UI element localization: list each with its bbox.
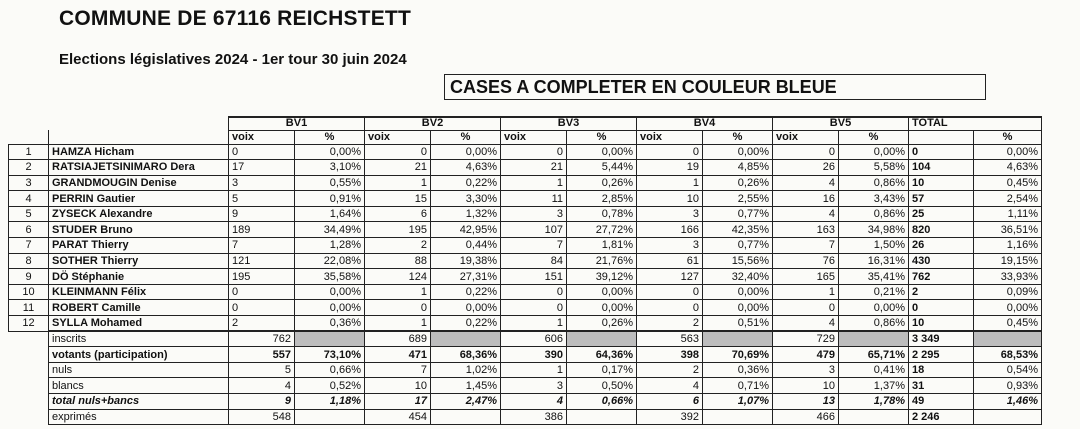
voix-header: voix: [365, 130, 431, 144]
summary-total-pct: 68,53%: [974, 347, 1042, 363]
page-title: COMMUNE DE 67116 REICHSTETT: [59, 7, 411, 30]
summary-votes: 17: [365, 394, 431, 410]
votes-cell: 76: [773, 253, 839, 269]
candidate-number: 7: [9, 238, 49, 254]
pct-cell: 0,86%: [839, 316, 909, 332]
pct-cell: 1,28%: [295, 238, 365, 254]
votes-cell: 21: [501, 160, 567, 176]
candidate-name: DÖ Stéphanie: [49, 269, 229, 285]
pct-cell: 32,40%: [703, 269, 773, 285]
candidate-name: STUDER Bruno: [49, 222, 229, 238]
table-row: [9, 300, 1042, 316]
summary-votes: 13: [773, 394, 839, 410]
votes-cell: 0: [229, 300, 295, 316]
bureau-header: BV1: [229, 117, 365, 130]
summary-total-pct: 0,93%: [974, 378, 1042, 394]
votes-cell: 84: [501, 253, 567, 269]
total-header: TOTAL: [909, 117, 1042, 130]
pct-cell: 5,58%: [839, 160, 909, 176]
summary-pct: 0,66%: [295, 362, 365, 378]
pct-cell: 2,85%: [567, 191, 637, 207]
total-votes-cell: 430: [909, 253, 974, 269]
summary-label: exprimés: [49, 409, 229, 425]
candidate-number: 3: [9, 175, 49, 191]
votes-cell: 2: [637, 316, 703, 332]
pct-header: %: [839, 130, 909, 144]
blank-cell: [9, 394, 49, 410]
votes-cell: 195: [365, 222, 431, 238]
summary-votes: 466: [773, 409, 839, 425]
votes-cell: 0: [773, 300, 839, 316]
pct-cell: 35,58%: [295, 269, 365, 285]
table-row: [9, 269, 1042, 285]
pct-cell: 0,00%: [839, 300, 909, 316]
pct-cell: 0,22%: [431, 284, 501, 300]
summary-votes: 7: [365, 362, 431, 378]
blank-cell: [9, 409, 49, 425]
pct-cell: 0,51%: [703, 316, 773, 332]
votes-cell: 7: [229, 238, 295, 254]
summary-total-votes: 2 295: [909, 347, 974, 363]
summary-votes: 386: [501, 409, 567, 425]
summary-total-votes: 49: [909, 394, 974, 410]
votes-cell: 15: [365, 191, 431, 207]
summary-pct: 68,36%: [431, 347, 501, 363]
blank-cell: [9, 347, 49, 363]
bureau-header: BV4: [637, 117, 773, 130]
pct-cell: 0,26%: [567, 175, 637, 191]
pct-cell: 5,44%: [567, 160, 637, 176]
total-votes-cell: 0: [909, 300, 974, 316]
candidate-name: RATSIAJETSINIMARO Dera: [49, 160, 229, 176]
total-pct-cell: 0,45%: [974, 175, 1042, 191]
total-pct-cell: 1,11%: [974, 206, 1042, 222]
votes-cell: 4: [773, 316, 839, 332]
total-votes-cell: 57: [909, 191, 974, 207]
votes-cell: 0: [501, 300, 567, 316]
votes-cell: 7: [773, 238, 839, 254]
votes-cell: 1: [773, 284, 839, 300]
pct-cell: 0,00%: [295, 300, 365, 316]
total-pct-cell: 0,09%: [974, 284, 1042, 300]
voix-header: [909, 130, 974, 144]
candidate-name: KLEINMANN Félix: [49, 284, 229, 300]
votes-cell: 0: [365, 300, 431, 316]
summary-pct: 0,66%: [567, 394, 637, 410]
blank-cell: [49, 130, 229, 144]
votes-cell: 61: [637, 253, 703, 269]
table-row: [9, 206, 1042, 222]
votes-cell: 1: [365, 284, 431, 300]
pct-cell: 1,81%: [567, 238, 637, 254]
pct-cell: 0,77%: [703, 238, 773, 254]
summary-votes: 606: [501, 331, 567, 347]
votes-cell: 0: [637, 300, 703, 316]
summary-votes: 3: [773, 362, 839, 378]
table-row: [9, 160, 1042, 176]
summary-votes: 4: [637, 378, 703, 394]
pct-cell: 42,35%: [703, 222, 773, 238]
votes-cell: 0: [501, 144, 567, 160]
votes-cell: 107: [501, 222, 567, 238]
pct-cell: 0,22%: [431, 316, 501, 332]
total-pct-cell: 0,45%: [974, 316, 1042, 332]
summary-votes: 10: [365, 378, 431, 394]
votes-cell: 195: [229, 269, 295, 285]
pct-cell: 0,00%: [431, 144, 501, 160]
summary-pct: 1,45%: [431, 378, 501, 394]
summary-votes: 6: [637, 394, 703, 410]
total-votes-cell: 2: [909, 284, 974, 300]
pct-cell: 1,50%: [839, 238, 909, 254]
summary-votes: 4: [501, 394, 567, 410]
table-row: [9, 253, 1042, 269]
summary-pct: 70,69%: [703, 347, 773, 363]
total-pct-cell: 36,51%: [974, 222, 1042, 238]
summary-votes: 471: [365, 347, 431, 363]
summary-votes: 9: [229, 394, 295, 410]
pct-cell: 16,31%: [839, 253, 909, 269]
blank-cell: [9, 331, 49, 347]
summary-row: [9, 378, 1042, 394]
candidate-number: 9: [9, 269, 49, 285]
pct-cell: 0,21%: [839, 284, 909, 300]
candidate-number: 6: [9, 222, 49, 238]
votes-cell: 121: [229, 253, 295, 269]
votes-cell: 1: [501, 175, 567, 191]
table-row: [9, 222, 1042, 238]
votes-cell: 19: [637, 160, 703, 176]
pct-cell: 0,55%: [295, 175, 365, 191]
pct-cell: 0,00%: [839, 144, 909, 160]
votes-cell: 1: [365, 316, 431, 332]
summary-pct: 0,17%: [567, 362, 637, 378]
candidate-number: 11: [9, 300, 49, 316]
pct-cell: 1,64%: [295, 206, 365, 222]
total-pct-cell: 1,16%: [974, 238, 1042, 254]
votes-cell: 0: [365, 144, 431, 160]
summary-pct: 2,47%: [431, 394, 501, 410]
summary-total-votes: 31: [909, 378, 974, 394]
pct-cell: 1,32%: [431, 206, 501, 222]
total-votes-cell: 10: [909, 316, 974, 332]
pct-cell: 0,77%: [703, 206, 773, 222]
votes-cell: 3: [229, 175, 295, 191]
total-pct-cell: 4,63%: [974, 160, 1042, 176]
pct-header: %: [431, 130, 501, 144]
pct-cell: 0,86%: [839, 175, 909, 191]
pct-cell: 35,41%: [839, 269, 909, 285]
pct-cell: 0,26%: [703, 175, 773, 191]
pct-cell: 39,12%: [567, 269, 637, 285]
voix-header: voix: [637, 130, 703, 144]
pct-cell: 3,10%: [295, 160, 365, 176]
summary-total-pct: [974, 331, 1042, 347]
summary-pct: 1,37%: [839, 378, 909, 394]
summary-pct: 64,36%: [567, 347, 637, 363]
candidate-number: 10: [9, 284, 49, 300]
votes-cell: 21: [365, 160, 431, 176]
table-row: [9, 316, 1042, 332]
pct-cell: 2,55%: [703, 191, 773, 207]
voix-header: voix: [501, 130, 567, 144]
summary-pct: [431, 409, 501, 425]
votes-cell: 26: [773, 160, 839, 176]
summary-pct: [295, 331, 365, 347]
summary-pct: [295, 409, 365, 425]
votes-cell: 151: [501, 269, 567, 285]
candidate-name: PERRIN Gautier: [49, 191, 229, 207]
votes-cell: 163: [773, 222, 839, 238]
votes-cell: 4: [773, 206, 839, 222]
summary-pct: [839, 331, 909, 347]
summary-row: [9, 394, 1042, 410]
candidate-number: 4: [9, 191, 49, 207]
pct-cell: 27,72%: [567, 222, 637, 238]
summary-total-votes: 3 349: [909, 331, 974, 347]
summary-label: blancs: [49, 378, 229, 394]
table-row: [9, 238, 1042, 254]
total-votes-cell: 762: [909, 269, 974, 285]
summary-votes: 557: [229, 347, 295, 363]
summary-votes: 1: [501, 362, 567, 378]
pct-cell: 21,76%: [567, 253, 637, 269]
pct-cell: 42,95%: [431, 222, 501, 238]
summary-votes: 10: [773, 378, 839, 394]
votes-cell: 1: [365, 175, 431, 191]
summary-votes: 2: [637, 362, 703, 378]
pct-cell: 0,36%: [295, 316, 365, 332]
summary-total-pct: 0,54%: [974, 362, 1042, 378]
pct-cell: 4,63%: [431, 160, 501, 176]
total-pct-cell: 19,15%: [974, 253, 1042, 269]
votes-cell: 16: [773, 191, 839, 207]
pct-cell: 0,44%: [431, 238, 501, 254]
votes-cell: 0: [229, 284, 295, 300]
summary-total-votes: 18: [909, 362, 974, 378]
bureau-header: BV5: [773, 117, 909, 130]
pct-cell: 3,30%: [431, 191, 501, 207]
table-row: [9, 284, 1042, 300]
summary-votes: 479: [773, 347, 839, 363]
pct-header: %: [567, 130, 637, 144]
votes-cell: 0: [501, 284, 567, 300]
total-pct-cell: 2,54%: [974, 191, 1042, 207]
blank-cell: [9, 130, 49, 144]
pct-cell: 27,31%: [431, 269, 501, 285]
summary-votes: 729: [773, 331, 839, 347]
summary-row: [9, 331, 1042, 347]
election-subtitle: Elections législatives 2024 - 1er tour 30 juin 2024: [59, 51, 407, 68]
total-pct-cell: 33,93%: [974, 269, 1042, 285]
summary-pct: 73,10%: [295, 347, 365, 363]
total-pct-cell: 0,00%: [974, 144, 1042, 160]
summary-label: total nuls+bancs: [49, 394, 229, 410]
pct-cell: 0,00%: [295, 144, 365, 160]
voix-header: voix: [229, 130, 295, 144]
votes-cell: 4: [773, 175, 839, 191]
votes-cell: 0: [637, 284, 703, 300]
summary-votes: 762: [229, 331, 295, 347]
blank-cell: [9, 362, 49, 378]
summary-pct: 1,02%: [431, 362, 501, 378]
table-row: [9, 144, 1042, 160]
votes-cell: 0: [773, 144, 839, 160]
blank-cell: [49, 117, 229, 130]
summary-total-pct: 1,46%: [974, 394, 1042, 410]
summary-pct: 1,18%: [295, 394, 365, 410]
bureau-header: BV3: [501, 117, 637, 130]
summary-pct: [567, 331, 637, 347]
candidate-name: SYLLA Mohamed: [49, 316, 229, 332]
candidate-name: SOTHER Thierry: [49, 253, 229, 269]
candidate-number: 8: [9, 253, 49, 269]
pct-cell: 0,00%: [431, 300, 501, 316]
candidate-name: HAMZA Hicham: [49, 144, 229, 160]
summary-pct: [703, 331, 773, 347]
pct-cell: 0,00%: [567, 284, 637, 300]
summary-votes: 390: [501, 347, 567, 363]
summary-total-votes: 2 246: [909, 409, 974, 425]
votes-cell: 88: [365, 253, 431, 269]
pct-cell: 0,00%: [703, 284, 773, 300]
table-row: [9, 175, 1042, 191]
summary-pct: 0,50%: [567, 378, 637, 394]
pct-cell: 19,38%: [431, 253, 501, 269]
votes-cell: 6: [365, 206, 431, 222]
summary-row: [9, 362, 1042, 378]
summary-votes: 563: [637, 331, 703, 347]
blank-cell: [9, 117, 49, 130]
votes-cell: 166: [637, 222, 703, 238]
summary-pct: 0,71%: [703, 378, 773, 394]
summary-votes: 454: [365, 409, 431, 425]
pct-cell: 15,56%: [703, 253, 773, 269]
votes-cell: 9: [229, 206, 295, 222]
candidate-number: 2: [9, 160, 49, 176]
summary-pct: 0,52%: [295, 378, 365, 394]
total-votes-cell: 25: [909, 206, 974, 222]
total-votes-cell: 104: [909, 160, 974, 176]
pct-cell: 0,00%: [567, 300, 637, 316]
summary-pct: 1,78%: [839, 394, 909, 410]
votes-cell: 189: [229, 222, 295, 238]
summary-votes: 392: [637, 409, 703, 425]
summary-votes: 398: [637, 347, 703, 363]
summary-votes: 548: [229, 409, 295, 425]
results-table: [8, 116, 1042, 425]
voix-header: voix: [773, 130, 839, 144]
pct-cell: 0,00%: [703, 144, 773, 160]
votes-cell: 5: [229, 191, 295, 207]
summary-pct: 0,41%: [839, 362, 909, 378]
pct-cell: 0,00%: [567, 144, 637, 160]
summary-label: inscrits: [49, 331, 229, 347]
pct-header: %: [703, 130, 773, 144]
total-votes-cell: 0: [909, 144, 974, 160]
votes-cell: 17: [229, 160, 295, 176]
summary-pct: [703, 409, 773, 425]
total-votes-cell: 820: [909, 222, 974, 238]
pct-cell: 22,08%: [295, 253, 365, 269]
summary-pct: 1,07%: [703, 394, 773, 410]
votes-cell: 7: [501, 238, 567, 254]
summary-votes: 4: [229, 378, 295, 394]
pct-cell: 0,26%: [567, 316, 637, 332]
pct-cell: 34,49%: [295, 222, 365, 238]
summary-row: [9, 409, 1042, 425]
summary-votes: 689: [365, 331, 431, 347]
table-row: [9, 191, 1042, 207]
pct-cell: 0,86%: [839, 206, 909, 222]
summary-pct: [431, 331, 501, 347]
pct-cell: 0,91%: [295, 191, 365, 207]
pct-cell: 0,78%: [567, 206, 637, 222]
votes-cell: 1: [637, 175, 703, 191]
votes-cell: 0: [637, 144, 703, 160]
pct-cell: 0,00%: [703, 300, 773, 316]
votes-cell: 11: [501, 191, 567, 207]
instruction-box: CASES A COMPLETER EN COULEUR BLEUE: [444, 74, 986, 100]
summary-pct: [839, 409, 909, 425]
candidate-number: 5: [9, 206, 49, 222]
summary-pct: 65,71%: [839, 347, 909, 363]
summary-row: [9, 347, 1042, 363]
pct-cell: 0,00%: [295, 284, 365, 300]
blank-cell: [9, 378, 49, 394]
votes-cell: 3: [501, 206, 567, 222]
summary-votes: 5: [229, 362, 295, 378]
summary-label: votants (participation): [49, 347, 229, 363]
votes-cell: 2: [229, 316, 295, 332]
candidate-number: 12: [9, 316, 49, 332]
candidate-name: ZYSECK Alexandre: [49, 206, 229, 222]
votes-cell: 10: [637, 191, 703, 207]
total-votes-cell: 10: [909, 175, 974, 191]
summary-pct: [567, 409, 637, 425]
total-pct-cell: 0,00%: [974, 300, 1042, 316]
candidate-name: ROBERT Camille: [49, 300, 229, 316]
votes-cell: 1: [501, 316, 567, 332]
votes-cell: 2: [365, 238, 431, 254]
votes-cell: 124: [365, 269, 431, 285]
pct-cell: 0,22%: [431, 175, 501, 191]
votes-cell: 3: [637, 206, 703, 222]
pct-header: %: [974, 130, 1042, 144]
summary-pct: 0,36%: [703, 362, 773, 378]
pct-cell: 4,85%: [703, 160, 773, 176]
candidate-number: 1: [9, 144, 49, 160]
votes-cell: 3: [637, 238, 703, 254]
pct-header: %: [295, 130, 365, 144]
bureau-header: BV2: [365, 117, 501, 130]
total-votes-cell: 26: [909, 238, 974, 254]
candidate-name: PARAT Thierry: [49, 238, 229, 254]
summary-votes: 3: [501, 378, 567, 394]
pct-cell: 3,43%: [839, 191, 909, 207]
summary-total-pct: [974, 409, 1042, 425]
pct-cell: 34,98%: [839, 222, 909, 238]
votes-cell: 0: [229, 144, 295, 160]
votes-cell: 127: [637, 269, 703, 285]
votes-cell: 165: [773, 269, 839, 285]
candidate-name: GRANDMOUGIN Denise: [49, 175, 229, 191]
summary-label: nuls: [49, 362, 229, 378]
